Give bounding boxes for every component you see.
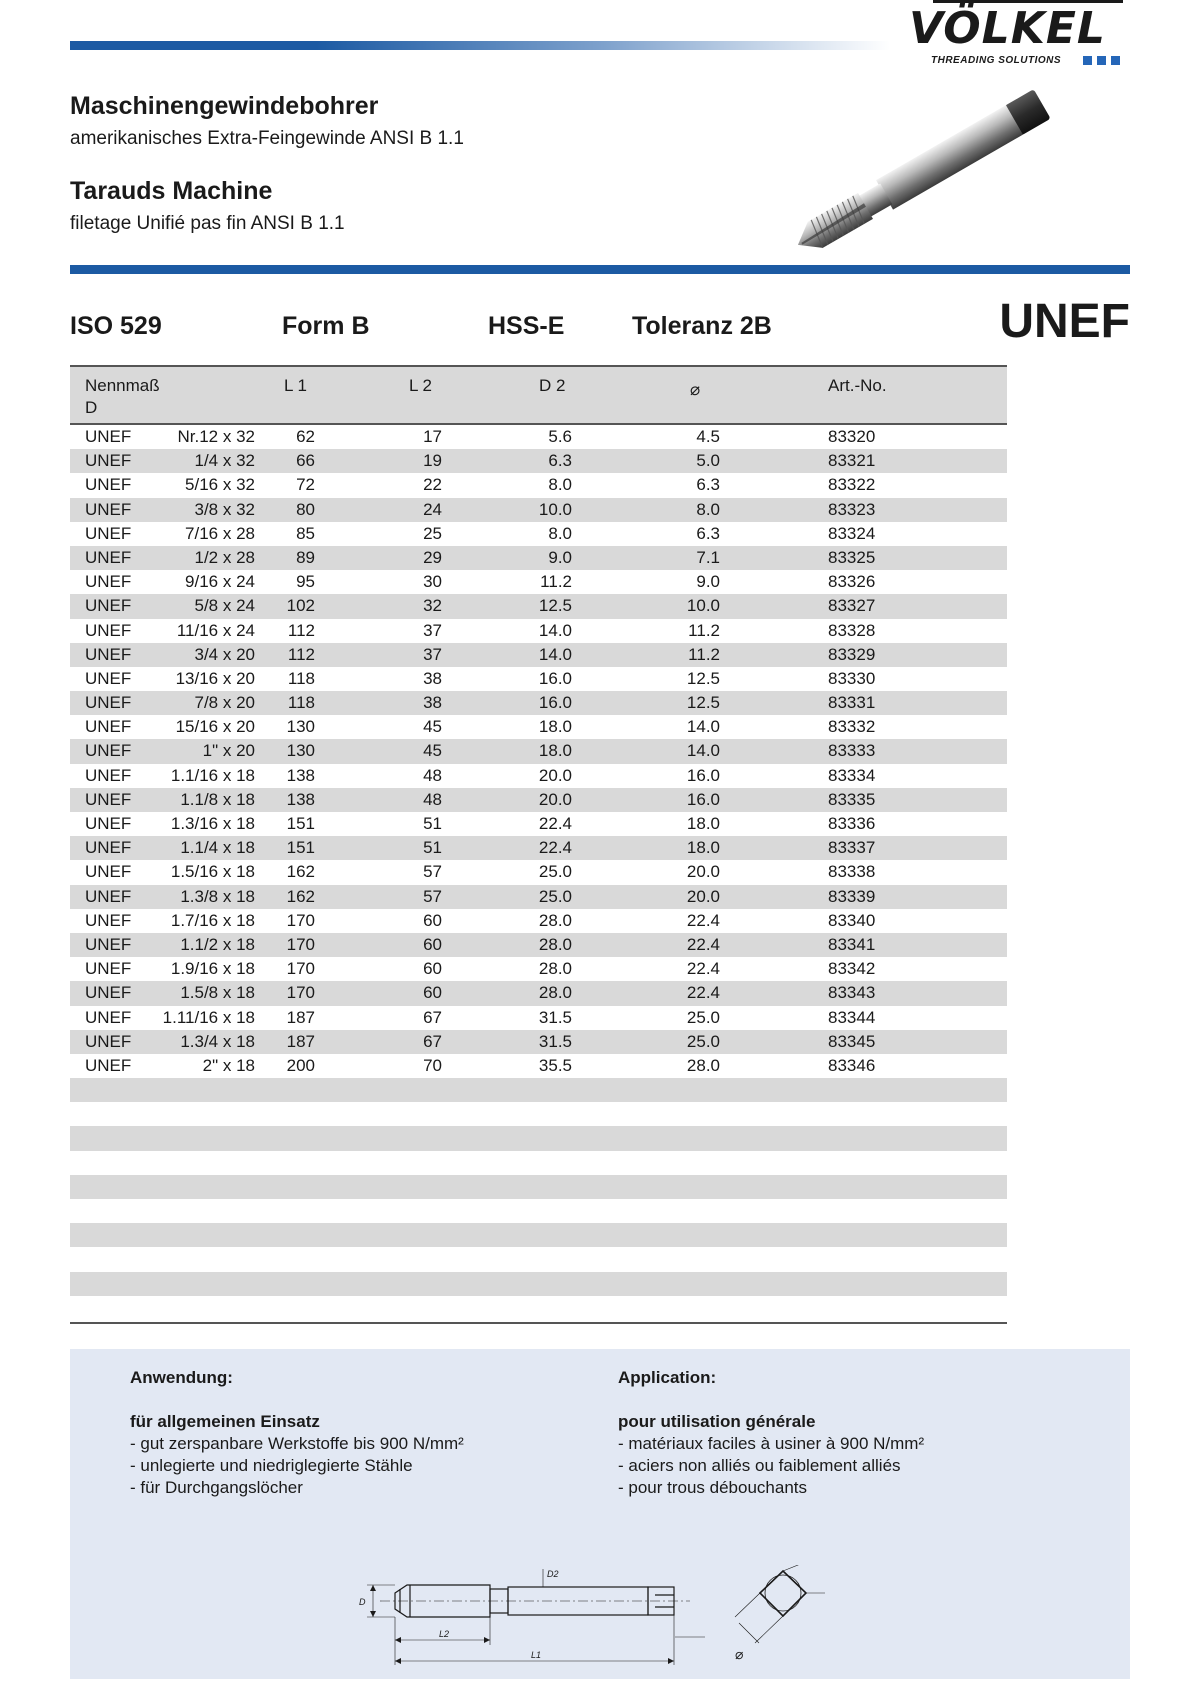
cell-sq: 8.0	[696, 499, 720, 519]
table-row	[70, 425, 1007, 449]
cell-d2: 16.0	[538, 668, 572, 688]
cell-l1: 112	[287, 644, 315, 664]
table-row	[70, 933, 1007, 957]
table-row	[70, 860, 1007, 884]
subtitle-de: amerikanisches Extra-Feingewinde ANSI B 1.1	[70, 128, 464, 149]
cell-d2: 11.2	[540, 572, 572, 592]
spec-tolerance: Toleranz 2B	[632, 312, 772, 340]
cell-sq: 25.0	[686, 1007, 720, 1027]
cell-d2: 25.0	[538, 886, 572, 906]
cell-l1: 130	[286, 741, 315, 761]
spec-form: Form B	[282, 312, 370, 340]
cell-l2: 51	[423, 838, 442, 858]
cell-l1: 102	[286, 596, 315, 616]
cell-sq: 22.4	[686, 910, 720, 930]
cell-d2: 6.3	[548, 451, 572, 471]
cell-l2: 30	[423, 572, 442, 592]
cell-size: 1.1/8 x 18	[180, 789, 255, 809]
table-row	[70, 449, 1007, 473]
cell-sq: 14.0	[686, 717, 720, 737]
cell-std: UNEF	[85, 1007, 132, 1027]
cell-l1: 85	[296, 523, 315, 543]
cell-sq: 22.4	[686, 934, 720, 954]
cell-sq: 6.3	[696, 523, 720, 543]
brand-slogan: THREADING SOLUTIONS	[931, 55, 1062, 66]
cell-art: 83341	[828, 934, 876, 954]
cell-art: 83321	[828, 451, 876, 471]
tap-technical-drawing	[355, 1565, 855, 1673]
cell-std: UNEF	[85, 838, 132, 858]
cell-size: 13/16 x 20	[175, 668, 255, 688]
cell-std: UNEF	[85, 983, 132, 1003]
cell-art: 83335	[828, 789, 876, 809]
cell-sq: 16.0	[686, 765, 720, 785]
cell-l1: 170	[286, 934, 315, 954]
cell-sq: 4.5	[696, 427, 720, 446]
table-row	[70, 594, 1007, 618]
header-l2: L 2	[409, 376, 433, 395]
cell-art: 83344	[828, 1007, 876, 1027]
application-heading-fr: Application:	[618, 1368, 717, 1387]
cell-d2: 20.0	[538, 765, 572, 785]
cell-std: UNEF	[85, 499, 132, 519]
cell-l1: 170	[286, 959, 315, 979]
cell-d2: 14.0	[538, 644, 572, 664]
spec-iso: ISO 529	[70, 312, 162, 340]
section-divider-bar	[70, 265, 1130, 274]
cell-art: 83320	[828, 427, 876, 446]
cell-std: UNEF	[85, 475, 132, 495]
cell-l2: 60	[423, 959, 442, 979]
table-row	[70, 667, 1007, 691]
cell-art: 83322	[828, 475, 876, 495]
cell-size: 1/2 x 28	[194, 547, 255, 567]
cell-l2: 60	[423, 983, 442, 1003]
cell-sq: 11.2	[688, 620, 720, 640]
cell-l1: 89	[296, 547, 315, 567]
cell-art: 83326	[828, 572, 876, 592]
drawing-label-d: D	[359, 1597, 366, 1607]
table-row	[70, 788, 1007, 812]
cell-std: UNEF	[85, 620, 132, 640]
cell-l1: 170	[286, 983, 315, 1003]
cell-d2: 12.5	[538, 596, 572, 616]
cell-sq: 22.4	[686, 959, 720, 979]
cell-l1: 66	[296, 451, 315, 471]
table-row	[70, 812, 1007, 836]
cell-l1: 80	[296, 499, 315, 519]
cell-std: UNEF	[85, 1055, 132, 1075]
cell-std: UNEF	[85, 789, 132, 809]
cell-l1: 187	[286, 1007, 315, 1027]
table-row	[70, 715, 1007, 739]
table-row	[70, 570, 1007, 594]
cell-art: 83333	[828, 741, 876, 761]
cell-art: 83334	[828, 765, 876, 785]
table-row	[70, 836, 1007, 860]
cell-d2: 8.0	[548, 523, 572, 543]
cell-size: 2" x 18	[202, 1055, 255, 1075]
cell-size: 1.7/16 x 18	[170, 910, 255, 930]
table-row	[70, 739, 1007, 763]
cell-sq: 22.4	[686, 983, 720, 1003]
cell-sq: 18.0	[686, 814, 720, 833]
cell-d2: 31.5	[538, 1031, 572, 1051]
cell-art: 83343	[828, 983, 876, 1003]
cell-l1: 162	[286, 862, 315, 882]
drawing-label-l2: L2	[439, 1629, 450, 1639]
brand-logo	[905, 0, 1135, 70]
cell-d2: 10.0	[538, 499, 572, 519]
cell-l1: 170	[286, 910, 315, 930]
top-accent-bar	[70, 41, 890, 50]
cell-sq: 20.0	[686, 886, 720, 906]
cell-sq: 7.1	[696, 547, 720, 567]
cell-l2: 19	[423, 451, 442, 471]
title-fr: Tarauds Machine	[70, 177, 273, 205]
cell-l2: 60	[423, 934, 442, 954]
table-row	[70, 522, 1007, 546]
cell-std: UNEF	[85, 547, 132, 567]
drawing-label-square: ⌀	[735, 1646, 744, 1662]
drawing-label-d2: D2	[547, 1569, 559, 1579]
cell-l2: 37	[423, 644, 442, 664]
table-row	[70, 1030, 1007, 1054]
cell-l1: 118	[287, 668, 315, 688]
tap-product-photo	[760, 85, 1090, 265]
cell-sq: 10.0	[686, 596, 720, 616]
cell-size: 5/8 x 24	[194, 596, 255, 616]
cell-l2: 32	[423, 596, 442, 616]
table-row	[70, 764, 1007, 788]
cell-l1: 62	[296, 427, 315, 446]
cell-std: UNEF	[85, 959, 132, 979]
cell-std: UNEF	[85, 765, 132, 785]
cell-size: 5/16 x 32	[185, 475, 255, 495]
brand-wordmark: VÖLKEL	[909, 3, 1106, 54]
cell-std: UNEF	[85, 668, 132, 688]
cell-d2: 22.4	[538, 814, 572, 833]
drawing-label-l1: L1	[531, 1650, 542, 1660]
cell-d2: 25.0	[538, 862, 572, 882]
cell-size: 3/8 x 32	[194, 499, 255, 519]
cell-d2: 31.5	[538, 1007, 572, 1027]
cell-art: 83338	[828, 862, 876, 882]
cell-art: 83345	[828, 1031, 876, 1051]
cell-art: 83328	[828, 620, 876, 640]
cell-std: UNEF	[85, 886, 132, 906]
table-row	[70, 473, 1007, 497]
cell-std: UNEF	[85, 814, 132, 833]
cell-std: UNEF	[85, 596, 132, 616]
cell-art: 83323	[828, 499, 876, 519]
cell-art: 83342	[828, 959, 876, 979]
cell-l2: 45	[423, 717, 442, 737]
cell-size: 1.5/16 x 18	[170, 862, 255, 882]
table-row	[70, 546, 1007, 570]
cell-size: 1.1/4 x 18	[180, 838, 255, 858]
cell-sq: 6.3	[696, 475, 720, 495]
cell-std: UNEF	[85, 934, 132, 954]
table-row	[70, 1054, 1007, 1078]
cell-l1: 138	[286, 765, 315, 785]
cell-l1: 112	[287, 620, 315, 640]
cell-std: UNEF	[85, 572, 132, 592]
cell-d2: 20.0	[538, 789, 572, 809]
cell-sq: 18.0	[686, 838, 720, 858]
cell-l2: 38	[423, 668, 442, 688]
cell-std: UNEF	[85, 693, 132, 713]
cell-d2: 5.6	[548, 427, 572, 446]
cell-art: 83327	[828, 596, 876, 616]
cell-std: UNEF	[85, 451, 132, 471]
cell-l1: 151	[286, 814, 315, 833]
cell-l1: 72	[296, 475, 315, 495]
cell-l2: 67	[423, 1007, 442, 1027]
cell-size: 1.1/2 x 18	[180, 934, 255, 954]
cell-size: 7/16 x 28	[185, 523, 255, 543]
cell-size: 11/16 x 24	[176, 620, 255, 640]
application-heading-de: Anwendung:	[130, 1368, 233, 1387]
cell-size: 1/4 x 32	[194, 451, 255, 471]
cell-l1: 151	[286, 838, 315, 858]
cell-art: 83339	[828, 886, 876, 906]
application-fr	[618, 1367, 924, 1499]
cell-sq: 9.0	[696, 572, 720, 592]
table-row	[70, 909, 1007, 933]
cell-l2: 60	[423, 910, 442, 930]
table-header	[70, 365, 1007, 425]
cell-size: Nr.12 x 32	[177, 427, 255, 446]
cell-art: 83330	[828, 668, 876, 688]
cell-size: 7/8 x 20	[194, 693, 255, 713]
cell-size: 1" x 20	[202, 741, 255, 761]
cell-sq: 20.0	[686, 862, 720, 882]
cell-size: 1.5/8 x 18	[180, 983, 255, 1003]
cell-art: 83332	[828, 717, 876, 737]
cell-sq: 12.5	[686, 668, 720, 688]
header-l1: L 1	[284, 376, 308, 395]
cell-size: 9/16 x 24	[185, 572, 255, 592]
cell-size: 1.3/16 x 18	[170, 814, 255, 833]
cell-std: UNEF	[85, 862, 132, 882]
cell-l2: 22	[423, 475, 442, 495]
cell-size: 15/16 x 20	[175, 717, 255, 737]
cell-l1: 118	[287, 693, 315, 713]
application-item: - pour trous débouchants	[618, 1478, 808, 1497]
cell-l2: 29	[423, 547, 442, 567]
cell-d2: 9.0	[548, 547, 572, 567]
cell-size: 1.3/4 x 18	[180, 1031, 255, 1051]
cell-art: 83324	[828, 523, 876, 543]
cell-l2: 37	[423, 620, 442, 640]
cell-l1: 138	[286, 789, 315, 809]
cell-l2: 57	[423, 886, 442, 906]
header-art: Art.-No.	[828, 376, 887, 395]
application-lead-fr: pour utilisation générale	[618, 1412, 816, 1431]
cell-l1: 130	[286, 717, 315, 737]
cell-art: 83331	[828, 693, 876, 713]
application-de	[130, 1367, 464, 1499]
cell-d2: 28.0	[538, 934, 572, 954]
cell-l2: 57	[423, 862, 442, 882]
cell-d2: 28.0	[538, 910, 572, 930]
table-row	[70, 1006, 1007, 1030]
cell-l1: 187	[286, 1031, 315, 1051]
cell-d2: 16.0	[538, 693, 572, 713]
cell-d2: 14.0	[538, 620, 572, 640]
cell-d2: 35.5	[538, 1055, 572, 1075]
cell-size: 1.3/8 x 18	[180, 886, 255, 906]
cell-l2: 45	[423, 741, 442, 761]
cell-std: UNEF	[85, 910, 132, 930]
cell-sq: 16.0	[686, 789, 720, 809]
application-item: - gut zerspanbare Werkstoffe bis 900 N/mm²	[130, 1434, 464, 1453]
header-nominal: Nennmaß D	[85, 376, 160, 417]
cell-l2: 48	[423, 789, 442, 809]
thread-family: UNEF	[999, 295, 1130, 348]
cell-std: UNEF	[85, 1031, 132, 1051]
table-row	[70, 885, 1007, 909]
table-body	[70, 425, 1007, 1078]
cell-sq: 5.0	[696, 451, 720, 471]
cell-std: UNEF	[85, 427, 132, 446]
application-lead-de: für allgemeinen Einsatz	[130, 1412, 320, 1431]
application-item: - matériaux faciles à usiner à 900 N/mm²	[618, 1434, 925, 1453]
cell-l1: 200	[286, 1055, 315, 1075]
cell-l2: 51	[423, 814, 442, 833]
cell-l2: 25	[423, 523, 442, 543]
cell-l1: 95	[296, 572, 315, 592]
cell-size: 1.1/16 x 18	[170, 765, 255, 785]
cell-d2: 28.0	[538, 959, 572, 979]
cell-sq: 28.0	[686, 1055, 720, 1075]
cell-d2: 22.4	[538, 838, 572, 858]
cell-l2: 70	[423, 1055, 442, 1075]
cell-std: UNEF	[85, 741, 132, 761]
application-item: - für Durchgangslöcher	[130, 1478, 303, 1497]
application-item: - unlegierte und niedriglegierte Stähle	[130, 1456, 413, 1475]
empty-rows	[70, 1078, 1007, 1308]
cell-sq: 12.5	[686, 693, 720, 713]
cell-l2: 17	[423, 427, 442, 446]
cell-l2: 67	[423, 1031, 442, 1051]
cell-size: 3/4 x 20	[194, 644, 255, 664]
application-item: - aciers non alliés ou faiblement alliés	[618, 1456, 901, 1475]
cell-l2: 48	[423, 765, 442, 785]
cell-sq: 11.2	[688, 644, 720, 664]
cell-art: 83336	[828, 814, 876, 833]
cell-std: UNEF	[85, 523, 132, 543]
product-table	[70, 365, 1007, 1308]
cell-sq: 14.0	[686, 741, 720, 761]
cell-l2: 24	[423, 499, 442, 519]
header-square: ⌀	[690, 380, 701, 399]
cell-art: 83329	[828, 644, 876, 664]
cell-art: 83340	[828, 910, 876, 930]
cell-std: UNEF	[85, 717, 132, 737]
cell-d2: 18.0	[538, 741, 572, 761]
table-row	[70, 619, 1007, 643]
spec-material: HSS-E	[488, 312, 565, 340]
cell-l1: 162	[286, 886, 315, 906]
table-row	[70, 957, 1007, 981]
cell-art: 83346	[828, 1055, 876, 1075]
logo-squares	[1083, 56, 1120, 65]
cell-size: 1.11/16 x 18	[162, 1007, 255, 1027]
cell-art: 83325	[828, 547, 876, 567]
cell-art: 83337	[828, 838, 876, 858]
table-row	[70, 498, 1007, 522]
table-row	[70, 981, 1007, 1005]
header-d2: D 2	[539, 376, 566, 395]
title-de: Maschinengewindebohrer	[70, 92, 379, 120]
cell-d2: 18.0	[538, 717, 572, 737]
cell-std: UNEF	[85, 644, 132, 664]
cell-d2: 8.0	[548, 475, 572, 495]
table-bottom-rule	[70, 1322, 1007, 1324]
cell-d2: 28.0	[538, 983, 572, 1003]
table-row	[70, 691, 1007, 715]
cell-l2: 38	[423, 693, 442, 713]
cell-sq: 25.0	[686, 1031, 720, 1051]
cell-size: 1.9/16 x 18	[170, 959, 255, 979]
table-row	[70, 643, 1007, 667]
subtitle-fr: filetage Unifié pas fin ANSI B 1.1	[70, 213, 345, 234]
